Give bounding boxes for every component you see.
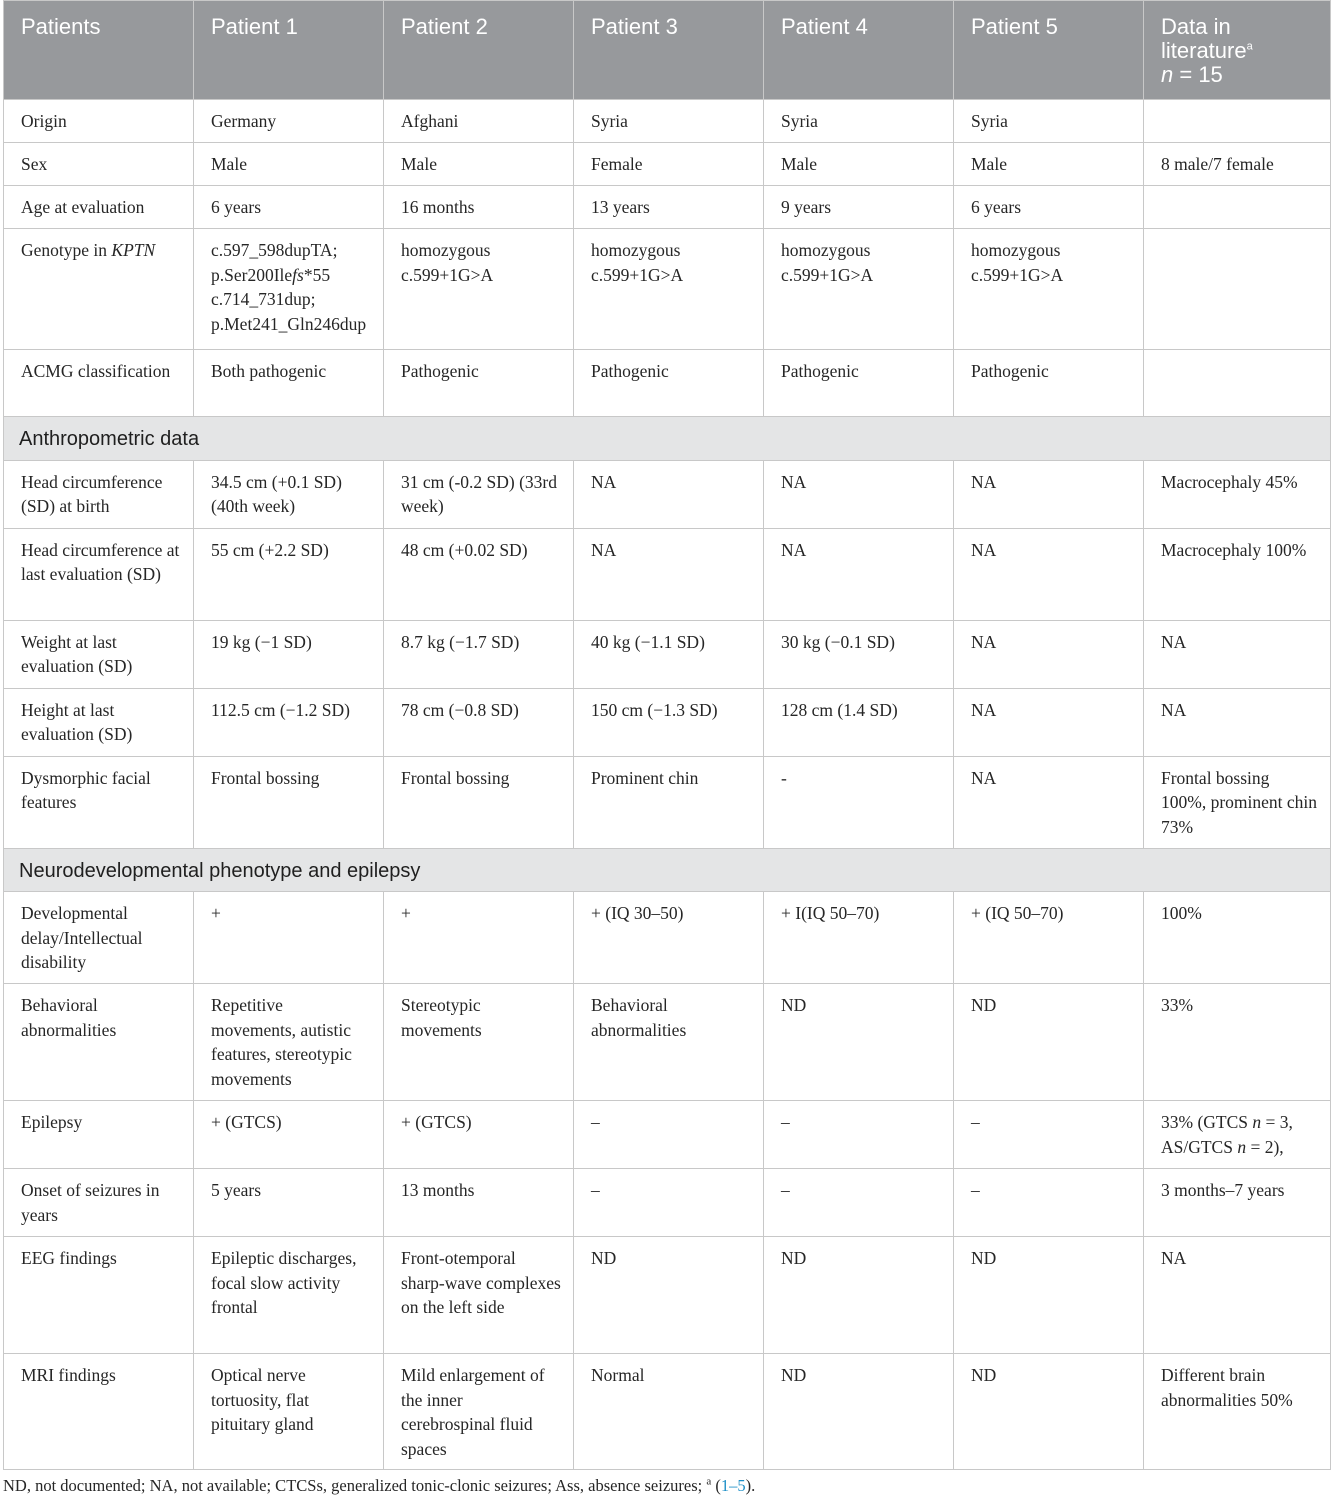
table-row [4,460,1331,528]
table-cell: Syria [574,100,764,143]
epilepsy-lit-n1: n [1252,1112,1262,1132]
table-cell [1144,186,1331,229]
header-patient-5: Patient 5 [954,1,1144,100]
row-label: Sex [4,143,194,186]
table-cell [194,229,384,350]
table-row [4,229,1331,350]
section-heading-neurodevelopmental: Neurodevelopmental phenotype and epilepsy [4,848,1331,892]
table-cell: 34.5 cm (+0.1 SD) (40th week) [194,460,384,528]
genotype-p1-b-ital: fs [292,264,304,285]
header-patient-1: Patient 1 [194,1,384,100]
table-cell: Mild enlargement of the inner cerebrospinal fluid spaces [384,1354,574,1470]
row-label: Onset of seizures in years [4,1169,194,1237]
table-cell: Syria [764,100,954,143]
table-row [4,1354,1331,1470]
genotype-gene: KPTN [111,240,156,260]
table-row [4,1169,1331,1237]
header-patient-3: Patient 3 [574,1,764,100]
table-cell: + (IQ 50–70) [954,892,1144,984]
table-cell: + (IQ 30–50) [574,892,764,984]
table-cell: NA [954,528,1144,620]
table-row [4,100,1331,143]
row-label [4,229,194,350]
table-cell: 6 years [954,186,1144,229]
section-heading-anthropometric: Anthropometric data [4,417,1331,461]
table-cell: 8 male/7 female [1144,143,1331,186]
table-footnote [3,1476,1323,1496]
table-cell: NA [1144,688,1331,756]
table-row [4,984,1331,1101]
table-cell: Pathogenic [384,350,574,417]
genotype-p1-d: p.Met241_Gln246dup [211,313,367,334]
row-label: Head circumference (SD) at birth [4,460,194,528]
epilepsy-lit-b: = 3, AS/GTCS [1161,1112,1293,1157]
table-row [4,186,1331,229]
table-cell: Optical nerve tortuosity, flat pituitary gland [194,1354,384,1470]
table-cell: + (GTCS) [384,1101,574,1169]
table-cell [1144,1101,1331,1169]
table-row [4,350,1331,417]
header-literature-n: n [1161,62,1174,87]
table-cell: 6 years [194,186,384,229]
table-cell: NA [954,688,1144,756]
row-label: Epilepsy [4,1101,194,1169]
epilepsy-lit-n2: n [1237,1136,1247,1157]
table-row [4,620,1331,688]
table-cell: 33% [1144,984,1331,1101]
table-cell: Macrocephaly 100% [1144,528,1331,620]
table-cell: ND [764,984,954,1101]
genotype-p1-c: c.714_731dup; [211,289,316,309]
row-label: EEG findings [4,1237,194,1354]
table-cell: Repetitive movements, autistic features, stereotypic movements [194,984,384,1101]
table-cell: NA [764,528,954,620]
table-row [4,1101,1331,1169]
epilepsy-lit-a: 33% (GTCS [1161,1112,1253,1132]
table-cell: 128 cm (1.4 SD) [764,688,954,756]
header-literature [1144,1,1331,100]
header-row [4,1,1331,100]
table-cell: ND [764,1354,954,1470]
table-cell: – [954,1169,1144,1237]
table-cell: Germany [194,100,384,143]
header-patients: Patients [4,1,194,100]
table-cell: Frontal bossing 100%, prominent chin 73% [1144,756,1331,848]
table-cell: NA [954,756,1144,848]
section-row [4,417,1331,461]
row-label: Origin [4,100,194,143]
table-row [4,892,1331,984]
table-cell [1144,229,1331,350]
table-cell: Afghani [384,100,574,143]
section-row [4,848,1331,892]
table-cell: ND [954,1354,1144,1470]
footnote-sup: a [706,1475,712,1488]
table-cell: NA [764,460,954,528]
row-label: Head circumference at last evaluation (SD) [4,528,194,620]
row-label: MRI findings [4,1354,194,1470]
table-cell: NA [574,528,764,620]
row-label: Behavioral abnormalities [4,984,194,1101]
table-cell [1144,350,1331,417]
table-cell: – [954,1101,1144,1169]
table-cell: Male [764,143,954,186]
table-cell: Female [574,143,764,186]
table-cell: 100% [1144,892,1331,984]
table-cell: – [764,1169,954,1237]
header-literature-sup: a [1246,40,1253,53]
row-label: Weight at last evaluation (SD) [4,620,194,688]
table-cell: Stereotypic movements [384,984,574,1101]
table-cell: + [384,892,574,984]
reference-dash: – [729,1476,738,1495]
table-cell: 13 years [574,186,764,229]
table-cell: - [764,756,954,848]
table-cell: Normal [574,1354,764,1470]
table-cell: 78 cm (−0.8 SD) [384,688,574,756]
reference-link-5[interactable]: 5 [737,1476,746,1495]
table-cell: NA [954,620,1144,688]
table-cell: 112.5 cm (−1.2 SD) [194,688,384,756]
table-cell: 31 cm (-0.2 SD) (33rd week) [384,460,574,528]
table-cell: NA [954,460,1144,528]
table-row [4,688,1331,756]
table-cell: Front-otemporal sharp-wave complexes on the left side [384,1237,574,1354]
header-literature-line2: literature [1161,38,1247,63]
table-cell: Frontal bossing [194,756,384,848]
row-label: Height at last evaluation (SD) [4,688,194,756]
table-cell: NA [1144,1237,1331,1354]
table-cell: Both pathogenic [194,350,384,417]
table-cell: 16 months [384,186,574,229]
table-cell: 19 kg (−1 SD) [194,620,384,688]
table-cell: Prominent chin [574,756,764,848]
table-cell: 9 years [764,186,954,229]
table-row [4,528,1331,620]
table-cell: Pathogenic [764,350,954,417]
genotype-p1-b-post: *55 [303,264,331,285]
header-literature-line1: Data in [1161,14,1231,39]
footnote-close: ). [745,1476,756,1495]
clinical-data-table [3,0,1331,1470]
epilepsy-lit-c: = 2), [1246,1136,1284,1157]
header-patient-4: Patient 4 [764,1,954,100]
footnote-open: ( [711,1476,721,1495]
table-cell: Pathogenic [954,350,1144,417]
table-cell: + I(IQ 50–70) [764,892,954,984]
table-cell: Frontal bossing [384,756,574,848]
table-cell: Male [194,143,384,186]
header-patient-2: Patient 2 [384,1,574,100]
table-cell: Male [954,143,1144,186]
table-cell: ND [574,1237,764,1354]
table-cell: – [764,1101,954,1169]
table-cell: 8.7 kg (−1.7 SD) [384,620,574,688]
table-cell: 3 months–7 years [1144,1169,1331,1237]
table-cell: ND [954,984,1144,1101]
table-cell: ND [954,1237,1144,1354]
table-row [4,1237,1331,1354]
table-cell: homozygous c.599+1G>A [574,229,764,350]
table-row [4,756,1331,848]
table-cell: Different brain abnormalities 50% [1144,1354,1331,1470]
row-label: ACMG classification [4,350,194,417]
row-label: Developmental delay/Intellectual disability [4,892,194,984]
table-cell: Macrocephaly 45% [1144,460,1331,528]
header-literature-count: = 15 [1173,62,1223,87]
reference-link-1[interactable]: 1 [720,1476,730,1495]
table-cell: + [194,892,384,984]
table-cell: homozygous c.599+1G>A [764,229,954,350]
table-cell: + (GTCS) [194,1101,384,1169]
table-cell: Male [384,143,574,186]
table-cell: Epileptic discharges, focal slow activity frontal [194,1237,384,1354]
table-cell: 40 kg (−1.1 SD) [574,620,764,688]
table-cell: Behavioral abnormalities [574,984,764,1101]
row-label: Dysmorphic facial features [4,756,194,848]
table-cell: – [574,1101,764,1169]
footnote-text: ND, not documented; NA, not available; CTCSs, generalized tonic-clonic seizures; Ass, absence seizures; [3,1476,707,1495]
genotype-p1-b-pre: p.Ser200Ile [211,264,293,285]
table-cell: Pathogenic [574,350,764,417]
table-cell: 30 kg (−0.1 SD) [764,620,954,688]
table-cell: Syria [954,100,1144,143]
table-cell: homozygous c.599+1G>A [954,229,1144,350]
table-row [4,143,1331,186]
table-cell: 55 cm (+2.2 SD) [194,528,384,620]
genotype-p1-a: c.597_598dupTA; [211,240,338,260]
table-cell: 5 years [194,1169,384,1237]
table-cell: 48 cm (+0.02 SD) [384,528,574,620]
table-cell: 13 months [384,1169,574,1237]
table-cell: NA [1144,620,1331,688]
table-cell: NA [574,460,764,528]
table-cell: – [574,1169,764,1237]
row-label: Age at evaluation [4,186,194,229]
table-cell: 150 cm (−1.3 SD) [574,688,764,756]
table-cell: homozygous c.599+1G>A [384,229,574,350]
genotype-label: Genotype in [21,240,112,260]
table-cell: ND [764,1237,954,1354]
table-cell [1144,100,1331,143]
